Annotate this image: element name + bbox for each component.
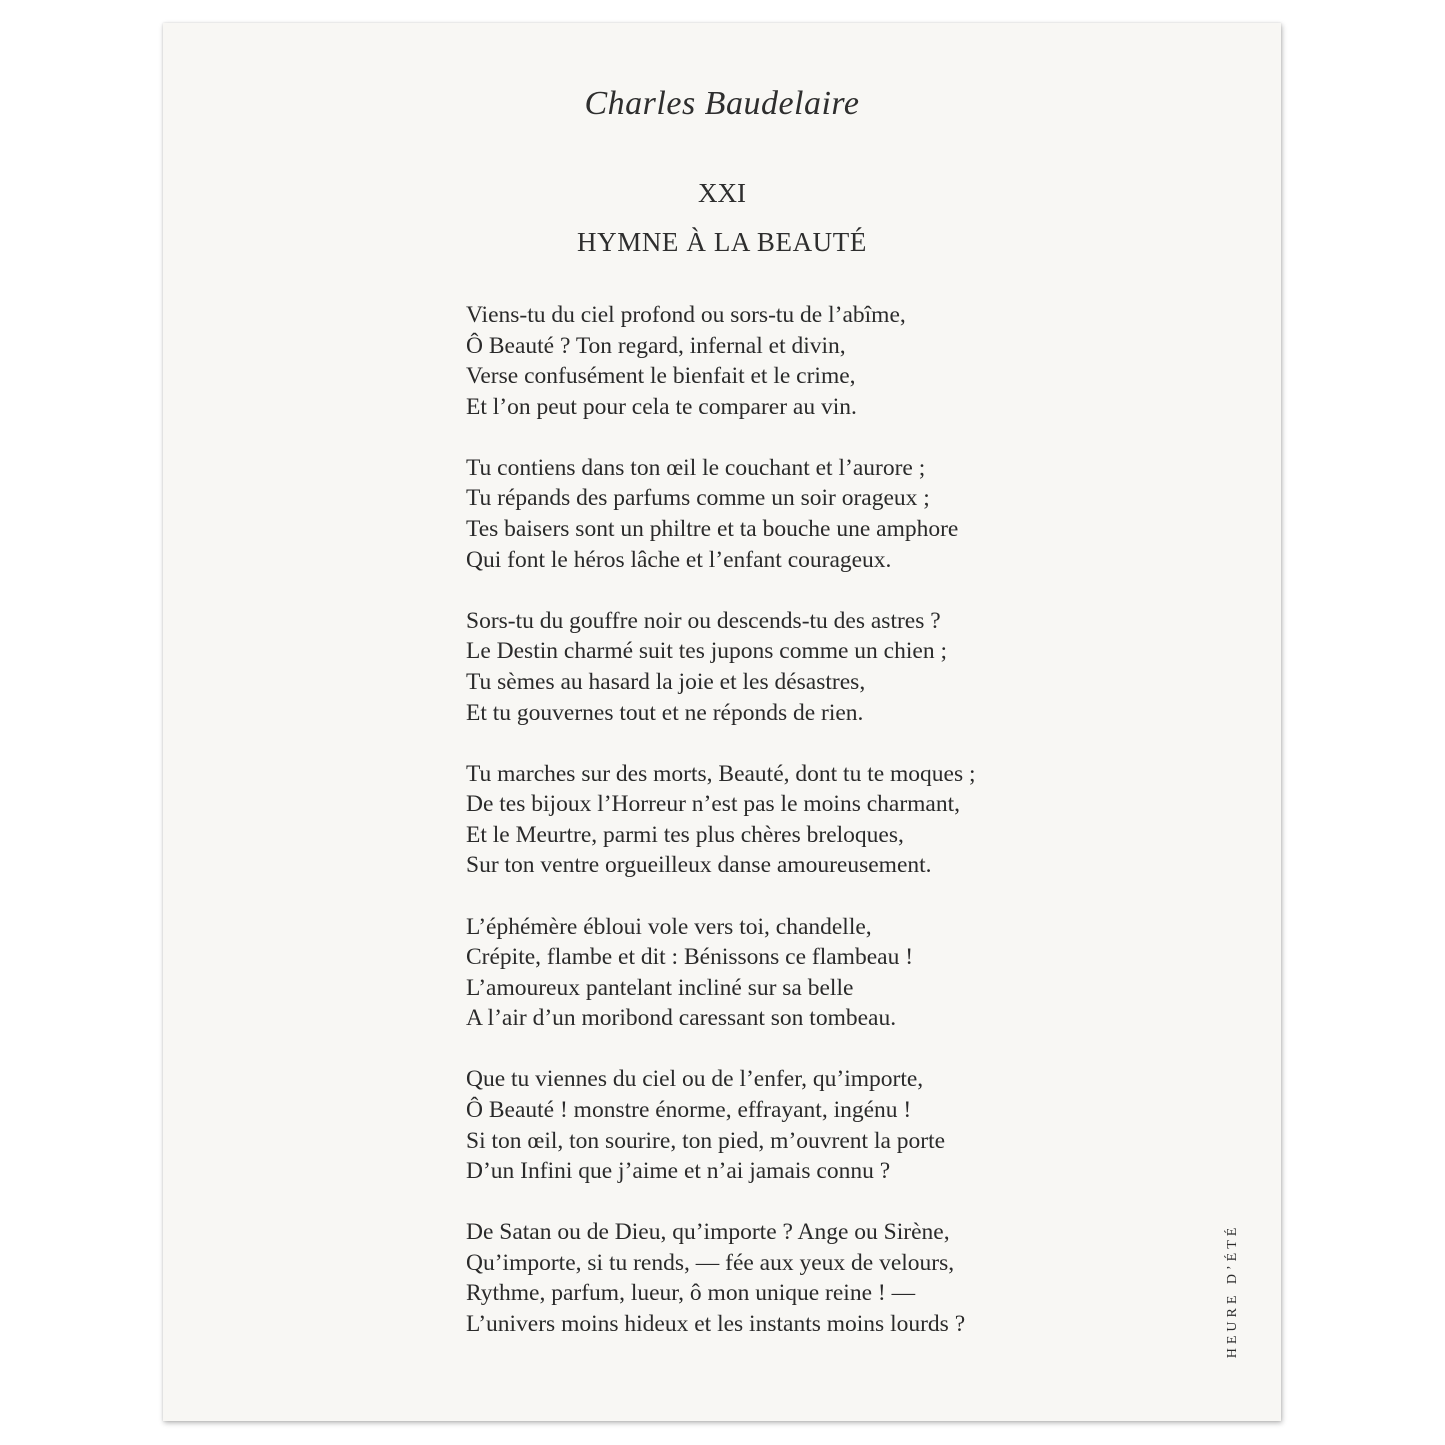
verse-line: A l’air d’un moribond caressant son tombeau.: [466, 1005, 897, 1032]
publisher-name: HEURE D’ÉTÉ: [1225, 1223, 1240, 1359]
verse-line: De tes bijoux l’Horreur n’est pas le moins charmant,: [466, 791, 961, 818]
poem-title: HYMNE À LA BEAUTÉ: [577, 227, 867, 257]
verse-line: Rythme, parfum, lueur, ô mon unique reine ! —: [466, 1280, 916, 1307]
poem-number: XXI: [698, 178, 746, 208]
verse-line: D’un Infini que j’aime et n’ai jamais connu ?: [466, 1158, 891, 1185]
verse-line: Le Destin charmé suit tes jupons comme un chien ;: [466, 638, 947, 665]
stanza-1: [466, 300, 1086, 422]
stanza-5: [466, 912, 1086, 1034]
verse-line: Sors-tu du gouffre noir ou descends-tu des astres ?: [466, 607, 941, 634]
stanza-2: [466, 453, 1086, 575]
verse-line: De Satan ou de Dieu, qu’importe ? Ange ou Sirène,: [466, 1219, 950, 1246]
verse-line: Tes baisers sont un philtre et ta bouche une amphore: [466, 516, 959, 543]
verse-line: Crépite, flambe et dit : Bénissons ce flambeau !: [466, 944, 914, 971]
stanza-4: [466, 759, 1086, 881]
publisher-mark: [1221, 1208, 1245, 1374]
stanza-3: [466, 606, 1086, 728]
verse-line: L’éphémère ébloui vole vers toi, chandelle,: [466, 913, 872, 940]
verse-line: Tu sèmes au hasard la joie et les désastres,: [466, 668, 866, 695]
verse-line: Tu contiens dans ton œil le couchant et l’aurore ;: [466, 454, 926, 481]
verse-line: Et l’on peut pour cela te comparer au vin.: [466, 393, 857, 420]
poster-sheet: [163, 23, 1281, 1421]
verse-line: Sur ton ventre orgueilleux danse amoureusement.: [466, 852, 932, 879]
verse-line: Qu’importe, si tu rends, — fée aux yeux de velours,: [466, 1249, 955, 1276]
stanza-6: [466, 1064, 1086, 1186]
verse-line: Tu répands des parfums comme un soir orageux ;: [466, 485, 930, 512]
verse-line: Ô Beauté ? Ton regard, infernal et divin,: [466, 332, 846, 359]
verse-line: Viens-tu du ciel profond ou sors-tu de l’abîme,: [466, 302, 906, 328]
verse-line: Verse confusément le bienfait et le crime,: [466, 363, 856, 390]
verse-line: L’amoureux pantelant incliné sur sa belle: [466, 974, 854, 1001]
poem-body: [466, 300, 1086, 1370]
verse-line: Et le Meurtre, parmi tes plus chères breloques,: [466, 821, 904, 848]
verse-line: Que tu viennes du ciel ou de l’enfer, qu’importe,: [466, 1066, 924, 1093]
verse-line: Qui font le héros lâche et l’enfant courageux.: [466, 546, 892, 573]
verse-line: Si ton œil, ton sourire, ton pied, m’ouvrent la porte: [466, 1127, 946, 1154]
verse-line: Et tu gouvernes tout et ne réponds de rien.: [466, 699, 864, 726]
author-name: Charles Baudelaire: [584, 85, 860, 122]
verse-line: Ô Beauté ! monstre énorme, effrayant, ingénu !: [466, 1096, 912, 1123]
verse-line: L’univers moins hideux et les instants moins lourds ?: [466, 1311, 966, 1338]
verse-line: Tu marches sur des morts, Beauté, dont tu te moques ;: [466, 760, 976, 787]
stanza-7: [466, 1217, 1086, 1339]
